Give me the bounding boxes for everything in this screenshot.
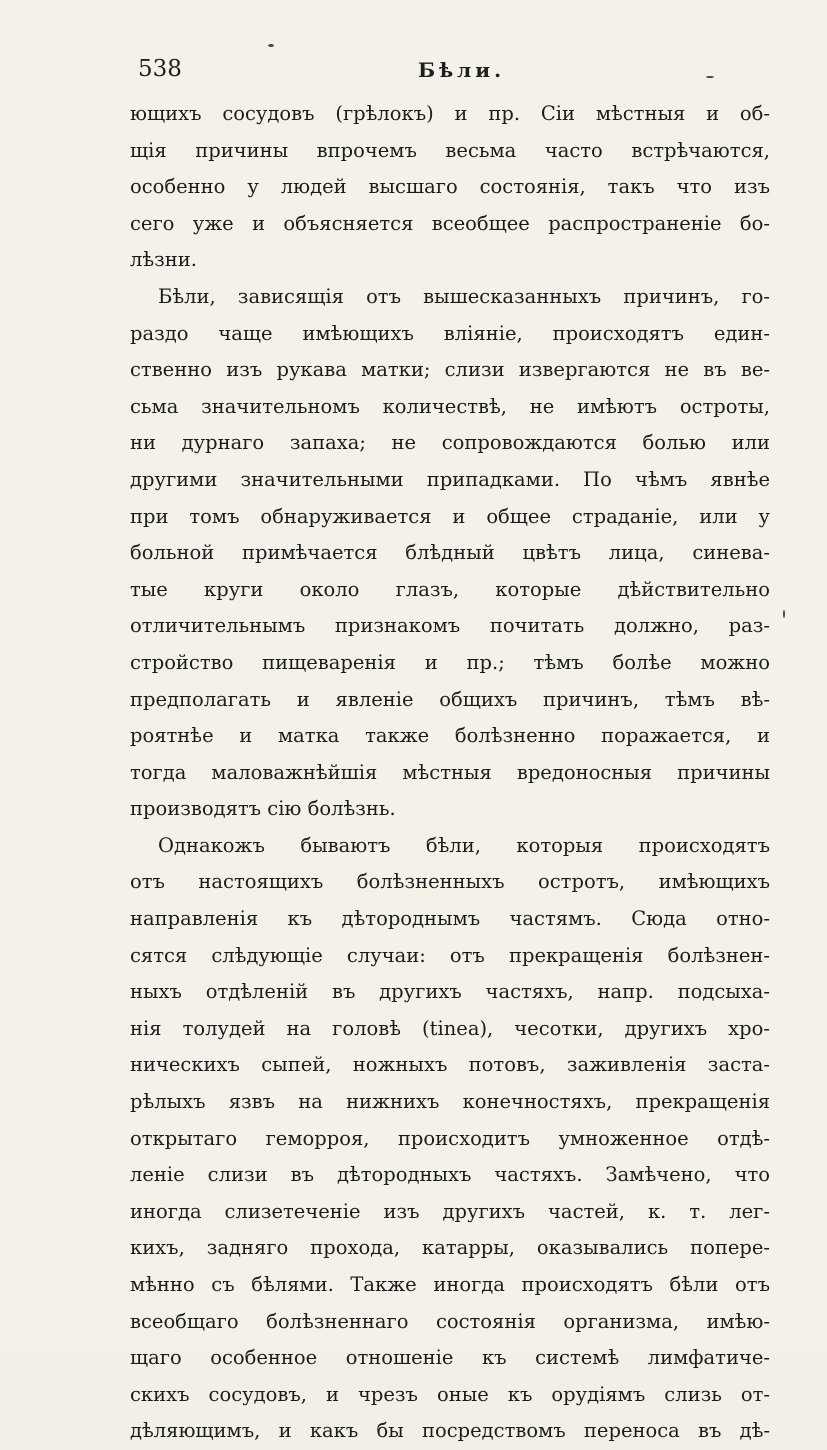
text-line: другими значительными припадками. По чѣмъ явнѣе [130,467,770,491]
text-line: открытаго геморроя, происходитъ умноженное отдѣ- [130,1126,770,1150]
text-line: направленія къ дѣтороднымъ частямъ. Сюда отно- [130,907,770,931]
text-line: нія толудей на головѣ (tinea), чесотки, другихъ хро- [130,1016,770,1040]
text-line: Однакожъ бываютъ бѣли, которыя происходятъ [158,833,770,857]
text-line: ныхъ отдѣленій въ другихъ частяхъ, напр. подсыха- [130,980,770,1004]
text-line: сего уже и объясняется всеобщее распространеніе бо- [130,211,770,235]
text-line: тые круги около глазъ, которые дѣйствительно [130,577,770,601]
text-line: мѣнно съ бѣлями. Также иногда происходятъ бѣли отъ [130,1273,770,1296]
text-line: лѣзни. [130,248,197,272]
text-line: особенно у людей высшаго состоянія, такъ что изъ [130,175,770,199]
text-line: производятъ сію болѣзнь. [130,797,396,821]
text-line: скихъ сосудовъ, и чрезъ оные къ орудіямъ слизь от- [130,1382,770,1406]
text-line: рѣлыхъ язвъ на нижнихъ конечностяхъ, прекращенія [130,1090,770,1114]
text-line: леніе слизи въ дѣтородныхъ частяхъ. Замѣчено, что [130,1163,770,1187]
paragraph [130,828,770,1450]
text-line: ни дурнаго запаха; не сопровождаются болью или [130,431,770,455]
paragraph [130,279,770,828]
text-line: ющихъ сосудовъ (грѣлокъ) и пр. Сіи мѣстныя и об- [130,102,770,125]
text-line: отъ настоящихъ болѣзненныхъ остротъ, имѣющихъ [130,870,770,894]
text-line: тогда маловажнѣйшія мѣстныя вредоносныя причины [130,760,770,784]
print-speck [706,76,714,78]
text-line: сьма значительномъ количествѣ, не имѣютъ остроты, [130,394,770,418]
text-line: стройство пищеваренія и пр.; тѣмъ болѣе можно [130,650,770,674]
text-line: отличительнымъ признакомъ почитать должно, раз- [130,614,770,638]
text-line: щія причины впрочемъ весьма часто встрѣчаются, [130,138,770,162]
text-line: дѣляющимъ, и какъ бы посредствомъ переноса въ дѣ- [130,1419,770,1443]
text-line: Бѣли, зависящія отъ вышесказанныхъ причинъ, го- [158,284,770,308]
print-speck [783,610,785,618]
print-speck [268,44,274,47]
running-head: Бѣли. [418,58,506,82]
text-line: ственно изъ рукава матки; слизи извергаются не въ ве- [130,358,770,382]
body-text [130,96,770,1450]
page-header [138,56,698,90]
text-line: иногда слизетеченіе изъ другихъ частей, к. т. лег- [130,1199,770,1223]
text-line: больной примѣчается блѣдный цвѣтъ лица, синева- [130,541,770,565]
text-line: сятся слѣдующіе случаи: отъ прекращенія болѣзнен- [130,943,770,967]
text-line: всеобщаго болѣзненнаго состоянія организма, имѣю- [130,1309,770,1333]
text-line: при томъ обнаруживается и общее страданіе, или у [130,504,770,528]
text-line: раздо чаще имѣющихъ вліяніе, происходятъ един- [130,321,770,345]
paragraph [130,96,770,279]
text-line: предполагать и явленіе общихъ причинъ, тѣмъ вѣ- [130,687,770,711]
text-line: ническихъ сыпей, ножныхъ потовъ, заживленія заста- [130,1053,770,1077]
text-line: щаго особенное отношеніе къ системѣ лимфатиче- [130,1346,770,1370]
page-number: 538 [138,56,182,82]
text-line: кихъ, задняго прохода, катарры, оказывались попере- [130,1236,770,1260]
text-line: роятнѣе и матка также болѣзненно поражается, и [130,724,770,748]
